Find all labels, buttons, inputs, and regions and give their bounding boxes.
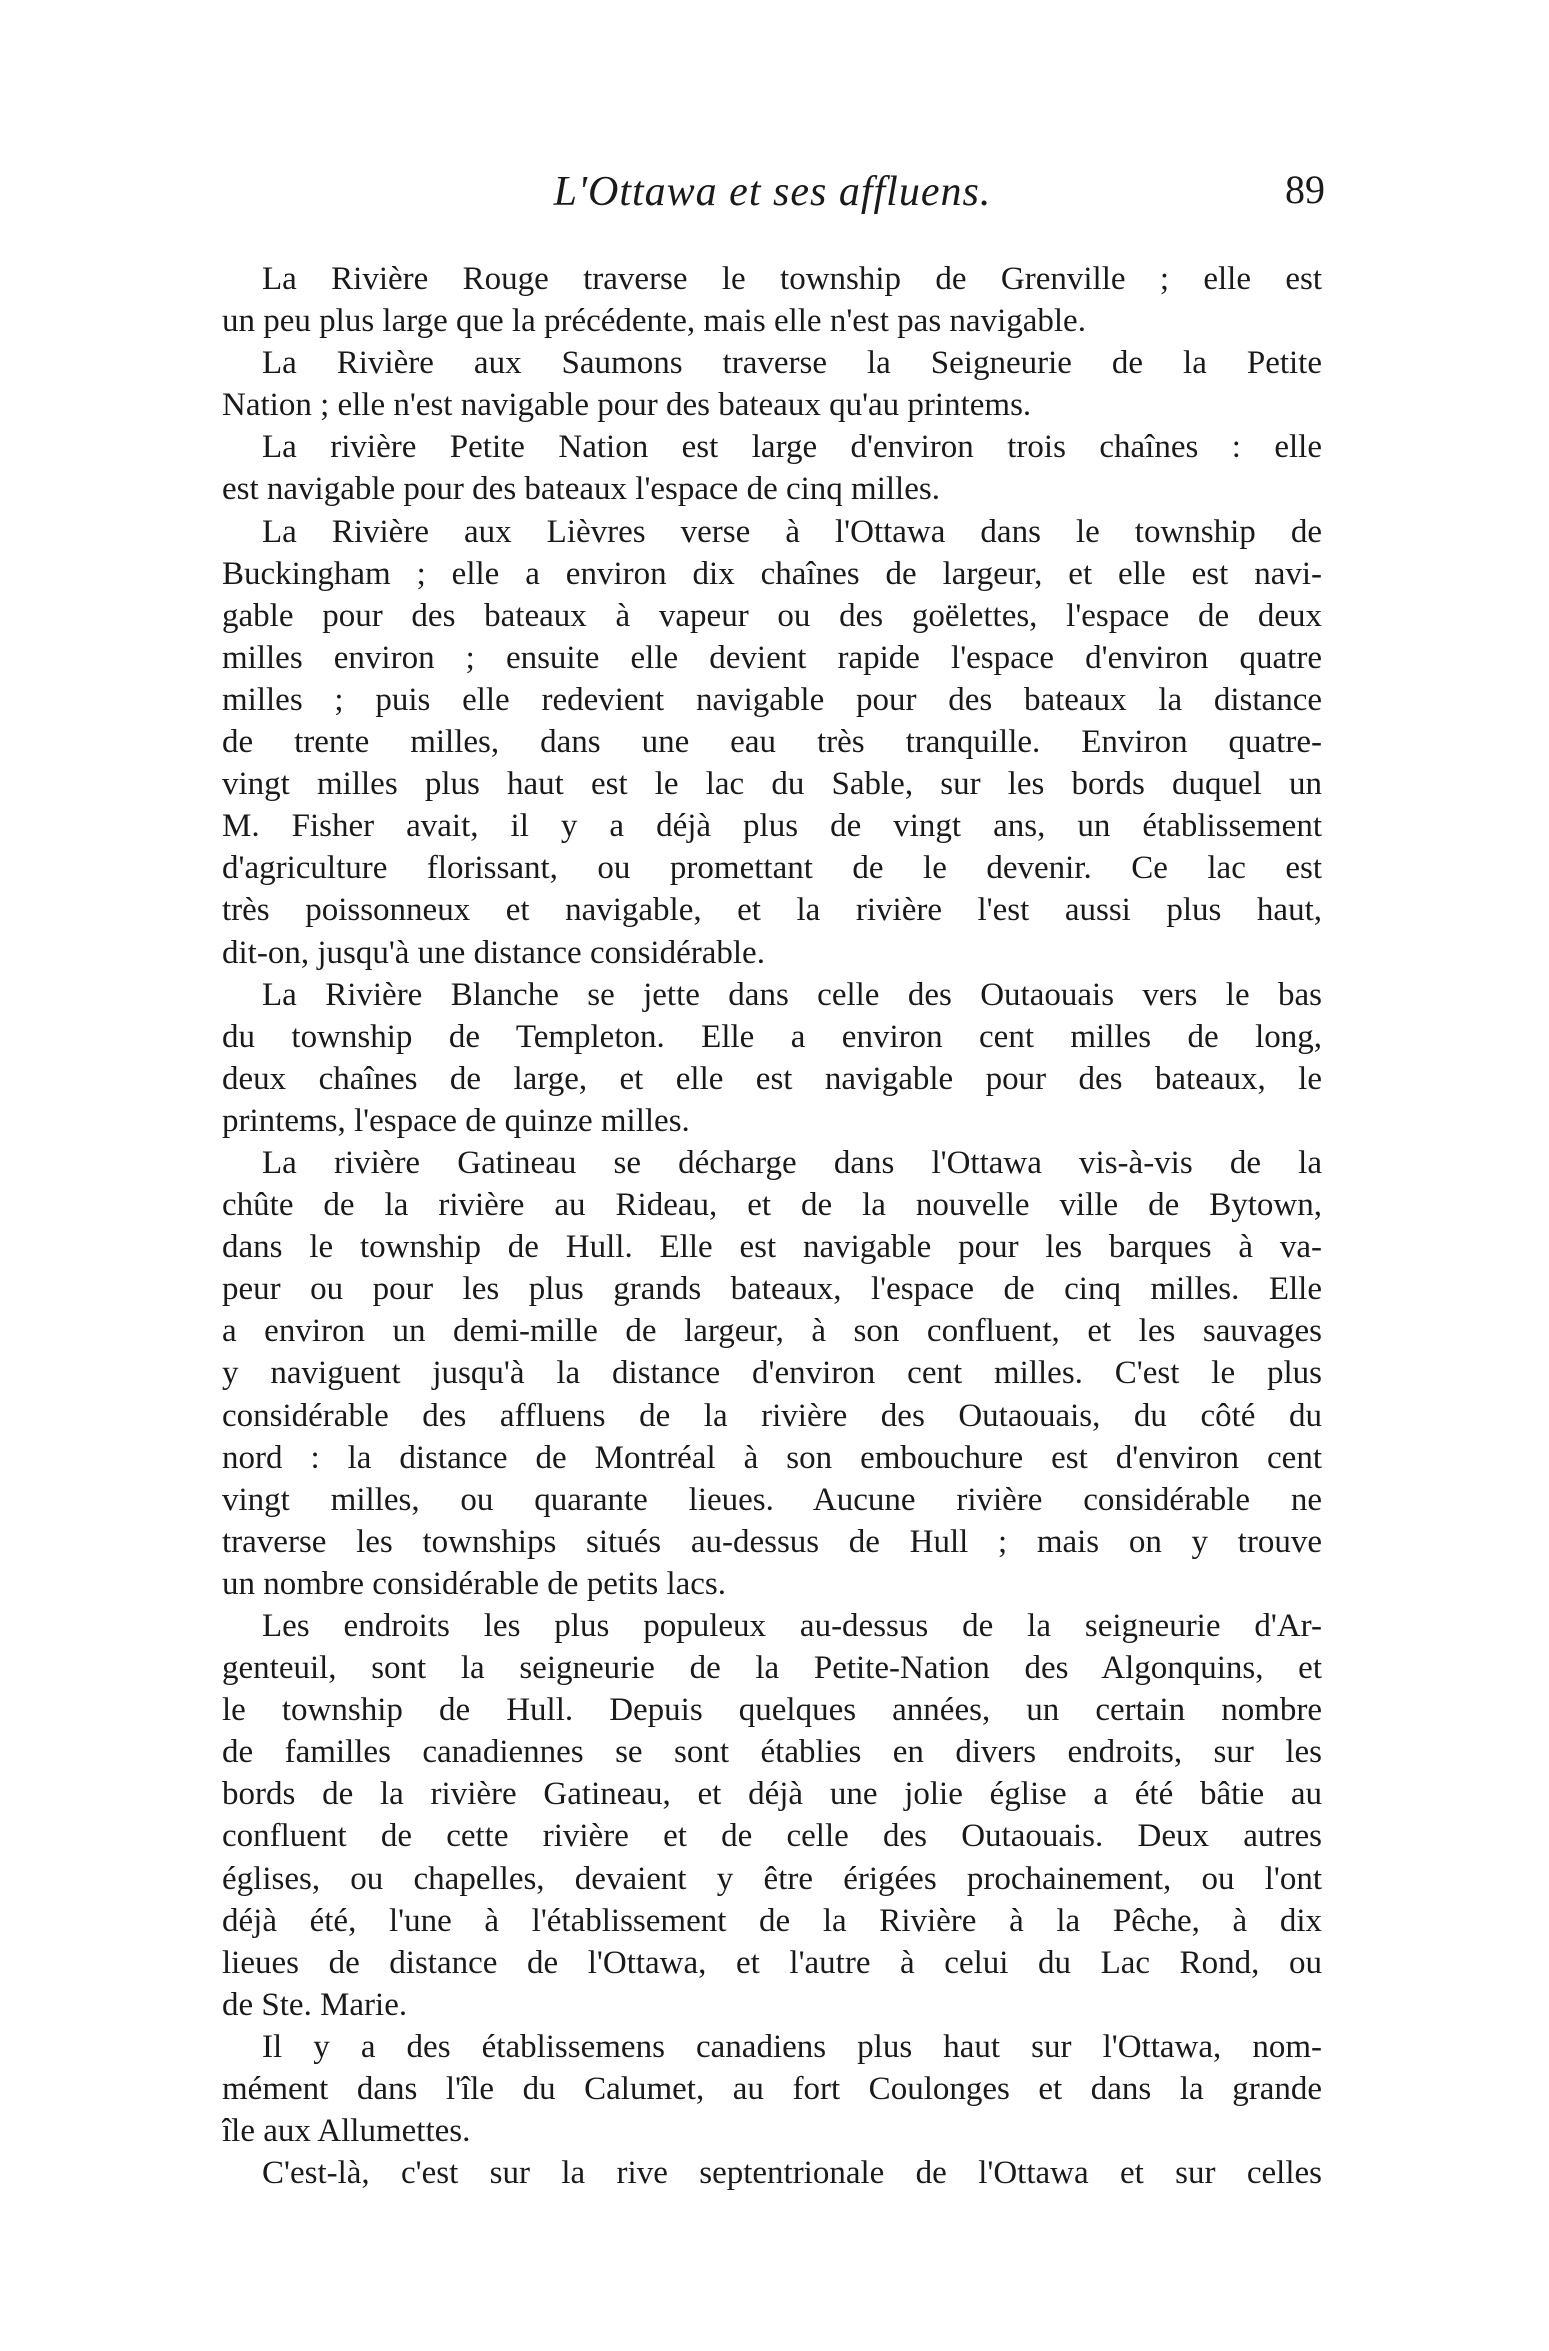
text-line: déjà été, l'une à l'établissement de la Rivière à la Pêche, à dix xyxy=(222,1902,1322,1939)
text-line: dit-on, jusqu'à une distance considérable. xyxy=(222,934,765,971)
text-line: de familles canadiennes se sont établies en divers endroits, sur les xyxy=(222,1734,1322,1771)
text-line: de Ste. Marie. xyxy=(222,1986,408,2023)
running-head xyxy=(220,166,1325,226)
text-line: Les endroits les plus populeux au-dessus de la seigneurie d'Ar- xyxy=(262,1608,1322,1644)
text-line: d'agriculture florissant, ou promettant de le devenir. Ce lac est xyxy=(222,850,1322,887)
text-line: bords de la rivière Gatineau, et déjà une jolie église a été bâtie au xyxy=(222,1776,1322,1813)
text-line: La Rivière Rouge traverse le township de Grenville ; elle est xyxy=(262,261,1322,297)
page-number: 89 xyxy=(1285,167,1325,212)
text-line: traverse les townships situés au-dessus de Hull ; mais on y trouve xyxy=(222,1523,1322,1560)
text-line: églises, ou chapelles, devaient y être érigées prochainement, ou l'ont xyxy=(222,1860,1322,1897)
text-line: lieues de distance de l'Ottawa, et l'autre à celui du Lac Rond, ou xyxy=(222,1944,1322,1981)
text-line: dans le township de Hull. Elle est navigable pour les barques à va- xyxy=(222,1229,1322,1266)
text-line: confluent de cette rivière et de celle des Outaouais. Deux autres xyxy=(222,1818,1322,1855)
text-line: le township de Hull. Depuis quelques années, un certain nombre xyxy=(222,1692,1322,1729)
text-line: La Rivière aux Saumons traverse la Seigneurie de la Petite xyxy=(262,345,1322,382)
text-line: du township de Templeton. Elle a environ cent milles de long, xyxy=(222,1018,1322,1055)
text-line: vingt milles, ou quarante lieues. Aucune rivière considérable ne xyxy=(222,1481,1322,1518)
text-line: y naviguent jusqu'à la distance d'environ cent milles. C'est le plus xyxy=(222,1355,1322,1392)
body-text xyxy=(222,258,1322,2194)
text-line: est navigable pour des bateaux l'espace de cinq milles. xyxy=(222,471,940,508)
text-line: La Rivière aux Lièvres verse à l'Ottawa dans le township de xyxy=(262,513,1322,550)
running-title: L'Ottawa et ses affluens. xyxy=(553,169,992,215)
text-line: un peu plus large que la précédente, mais elle n'est pas navigable. xyxy=(222,303,1086,340)
text-line: genteuil, sont la seigneurie de la Petite-Nation des Algonquins, et xyxy=(222,1650,1322,1687)
text-line: deux chaînes de large, et elle est navigable pour des bateaux, le xyxy=(222,1060,1322,1097)
text-line: peur ou pour les plus grands bateaux, l'espace de cinq milles. Elle xyxy=(222,1271,1322,1308)
text-line: considérable des affluens de la rivière des Outaouais, du côté du xyxy=(222,1397,1322,1434)
text-line: C'est-là, c'est sur la rive septentrionale de l'Ottawa et sur celles xyxy=(262,2155,1322,2192)
text-line: très poissonneux et navigable, et la rivière l'est aussi plus haut, xyxy=(222,892,1322,929)
text-line: Il y a des établissemens canadiens plus haut sur l'Ottawa, nom- xyxy=(262,2028,1322,2065)
text-line: Buckingham ; elle a environ dix chaînes de largeur, et elle est navi- xyxy=(222,555,1322,592)
text-line: Nation ; elle n'est navigable pour des bateaux qu'au printems. xyxy=(222,387,1032,424)
text-line: gable pour des bateaux à vapeur ou des goëlettes, l'espace de deux xyxy=(222,597,1322,634)
text-line: milles ; puis elle redevient navigable pour des bateaux la distance xyxy=(222,681,1322,718)
text-line: un nombre considérable de petits lacs. xyxy=(222,1565,727,1602)
text-line: printems, l'espace de quinze milles. xyxy=(222,1102,690,1139)
text-line: île aux Allumettes. xyxy=(222,2113,471,2150)
text-line: M. Fisher avait, il y a déjà plus de vingt ans, un établissement xyxy=(222,808,1322,845)
text-line: vingt milles plus haut est le lac du Sable, sur les bords duquel un xyxy=(222,766,1322,803)
text-line: La rivière Gatineau se décharge dans l'Ottawa vis-à-vis de la xyxy=(262,1144,1322,1181)
text-line: chûte de la rivière au Rideau, et de la nouvelle ville de Bytown, xyxy=(222,1187,1322,1224)
text-line: La Rivière Blanche se jette dans celle des Outaouais vers le bas xyxy=(262,976,1322,1013)
text-line: de trente milles, dans une eau très tranquille. Environ quatre- xyxy=(222,724,1322,761)
text-line: nord : la distance de Montréal à son embouchure est d'environ cent xyxy=(222,1439,1322,1476)
text-line: mément dans l'île du Calumet, au fort Coulonges et dans la grande xyxy=(222,2071,1322,2108)
text-line: milles environ ; ensuite elle devient rapide l'espace d'environ quatre xyxy=(222,639,1322,676)
text-line: La rivière Petite Nation est large d'environ trois chaînes : elle xyxy=(262,429,1322,466)
text-line: a environ un demi-mille de largeur, à son confluent, et les sauvages xyxy=(222,1313,1322,1350)
